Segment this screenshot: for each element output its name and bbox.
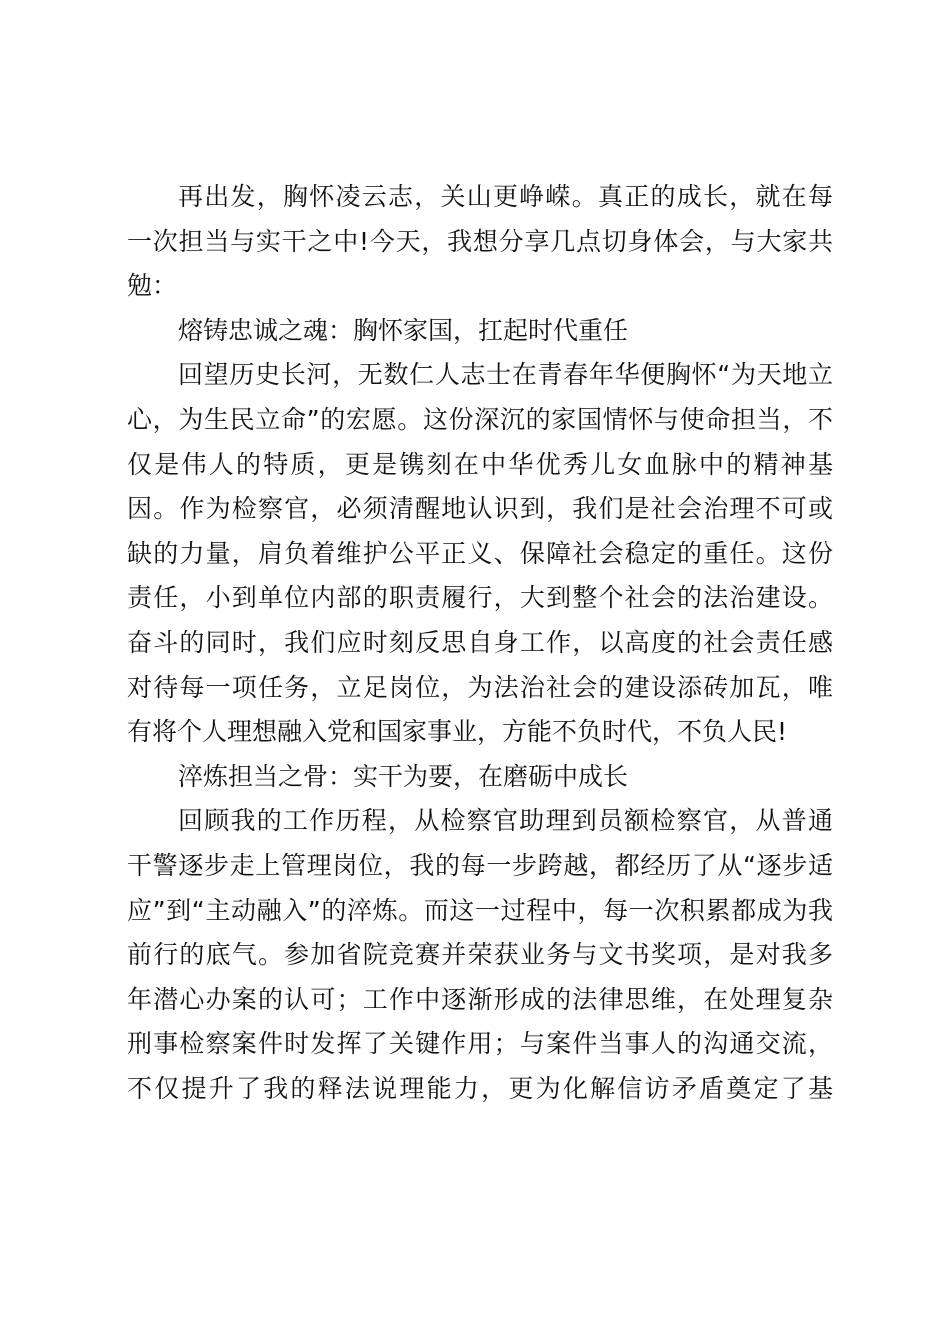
text-line: 有将个人理想融入党和国家事业，方能不负时代，不负人民! — [127, 717, 788, 747]
document-body — [127, 175, 833, 1111]
text-line: 前行的底气。参加省院竞赛并荣获业务与文书奖项，是对我多 — [127, 940, 833, 970]
text-line: 回望历史长河，无数仁人志士在青春年华便胸怀“为天地立 — [178, 360, 833, 390]
text-line: 心，为生民立命”的宏愿。这份深沉的家国情怀与使命担当，不 — [127, 404, 833, 434]
text-line: 回顾我的工作历程，从检察官助理到员额检察官，从普通 — [178, 806, 833, 836]
text-line: 年潜心办案的认可；工作中逐渐形成的法律思维，在处理复杂 — [127, 984, 833, 1014]
text-line: 对待每一项任务，立足岗位，为法治社会的建设添砖加瓦，唯 — [127, 672, 833, 702]
text-line: 责任，小到单位内部的职责履行，大到整个社会的法治建设。 — [127, 583, 833, 613]
text-line: 不仅提升了我的释法说理能力，更为化解信访矛盾奠定了基 — [127, 1073, 833, 1103]
text-line: 缺的力量，肩负着维护公平正义、保障社会稳定的重任。这份 — [127, 538, 833, 568]
text-line: 因。作为检察官，必须清醒地认识到，我们是社会治理不可或 — [127, 494, 833, 524]
text-line: 刑事检察案件时发挥了关键作用；与案件当事人的沟通交流， — [127, 1029, 833, 1059]
text-line: 奋斗的同时，我们应时刻反思自身工作，以高度的社会责任感 — [127, 627, 833, 657]
text-line: 应”到“主动融入”的淬炼。而这一过程中，每一次积累都成为我 — [127, 895, 833, 925]
text-line: 一次担当与实干之中!今天，我想分享几点切身体会，与大家共 — [127, 226, 833, 256]
text-line: 再出发，胸怀凌云志，关山更峥嵘。真正的成长，就在每 — [178, 182, 833, 211]
text-line: 勉： — [127, 271, 178, 301]
text-line: 仅是伟人的特质，更是镌刻在中华优秀儿女血脉中的精神基 — [127, 449, 833, 479]
text-line: 干警逐步走上管理岗位，我的每一步跨越，都经历了从“逐步适 — [127, 850, 833, 880]
text-line: 熔铸忠诚之魂：胸怀家国，扛起时代重任 — [178, 315, 629, 345]
text-line: 淬炼担当之骨：实干为要，在磨砺中成长 — [178, 761, 629, 791]
